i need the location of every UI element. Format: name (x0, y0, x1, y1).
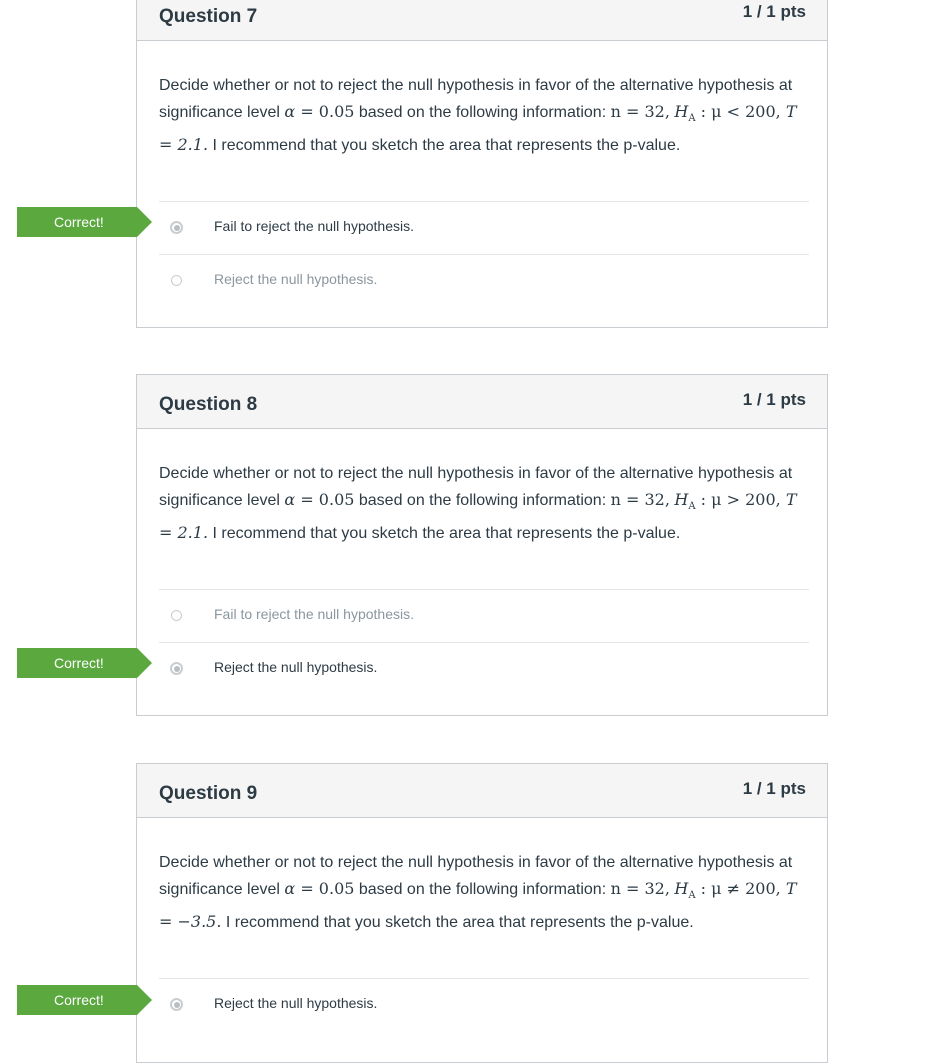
radio-button[interactable] (170, 221, 183, 234)
correct-badge: Correct! (17, 985, 137, 1015)
correct-badge: Correct! (17, 648, 137, 678)
answer-label: Reject the null hypothesis. (214, 659, 378, 675)
question-text: Decide whether or not to reject the null hypothesis in favor of the alternative hypothesis at significance level α = 0.05 based on the following information: n = 32, $H_A$ : μ > 200, T = 2.1. I recommend that you sketch the area that represents the p-value. (159, 465, 797, 543)
answer-option[interactable] (159, 642, 809, 695)
radio-button[interactable] (171, 610, 182, 621)
question-header (137, 375, 827, 429)
question-title: Question 9 (159, 783, 258, 804)
question-title: Question 7 (159, 6, 258, 27)
answer-label: Reject the null hypothesis. (214, 995, 378, 1011)
question-text: Decide whether or not to reject the null hypothesis in favor of the alternative hypothesis at significance level α = 0.05 based on the following information: n = 32, $H_A$ : μ ≠ 200, T = −3.5. I recommend that you sketch the area that represents the p-value. (159, 854, 797, 932)
question-card-8 (136, 374, 828, 716)
correct-badge: Correct! (17, 207, 137, 237)
question-card-9 (136, 763, 828, 1063)
answer-option[interactable] (159, 254, 809, 307)
question-points: 1 / 1 pts (742, 2, 806, 21)
radio-button[interactable] (171, 275, 182, 286)
question-header (137, 0, 827, 41)
answer-option[interactable] (159, 589, 809, 642)
answer-label: Fail to reject the null hypothesis. (214, 218, 414, 234)
question-points: 1 / 1 pts (742, 779, 806, 798)
answer-option[interactable] (159, 978, 809, 1031)
answer-label: Fail to reject the null hypothesis. (214, 606, 414, 622)
answer-label: Reject the null hypothesis. (214, 271, 378, 287)
radio-button[interactable] (170, 662, 183, 675)
question-points: 1 / 1 pts (742, 390, 806, 409)
radio-button[interactable] (170, 998, 183, 1011)
question-title: Question 8 (159, 394, 258, 415)
answer-option[interactable] (159, 201, 809, 254)
question-header (137, 764, 827, 818)
question-card-7 (136, 0, 828, 328)
question-text: Decide whether or not to reject the null hypothesis in favor of the alternative hypothesis at significance level α = 0.05 based on the following information: n = 32, $H_A$ : μ < 200, T = 2.1. I recommend that you sketch the area that represents the p-value. (159, 77, 797, 155)
